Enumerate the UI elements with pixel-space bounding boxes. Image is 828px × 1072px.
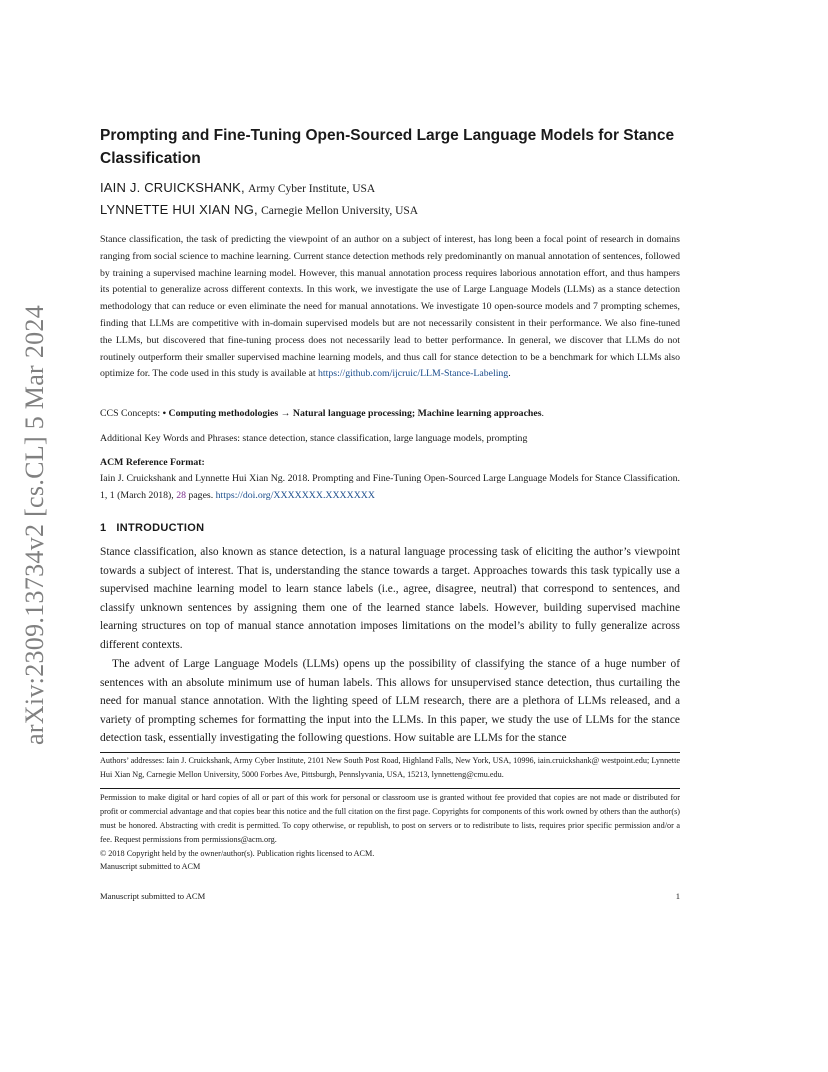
ccs-label: CCS Concepts: — [100, 408, 163, 419]
ccs-concept-list: Computing methodologies → Natural language processing; Machine learning approaches — [168, 408, 542, 419]
author-affiliation: Army Cyber Institute, USA — [248, 183, 376, 195]
intro-paragraph-2: The advent of Large Language Models (LLMs) opens up the possibility of classifying the stance of a huge number of sentences with an absolute minimum use of human labels. This allows for unsupervised stance detection, thus curtailing the need for manual stance annotation. With the lighting speed of LLM research, there are a plethora of LLMs released, and a variety of prompting schemes for formatting the input into the LLMs. In this paper, we study the use of LLMs for the stance detection task, essentially investigating the following questions. How suitable are LLMs for the stance — [100, 658, 680, 745]
copyright-notice: © 2018 Copyright held by the owner/author(s). Publication rights licensed to ACM. — [100, 849, 375, 858]
manuscript-note: Manuscript submitted to ACM — [100, 862, 201, 871]
reference-format-heading: ACM Reference Format: — [100, 457, 205, 468]
section-title: INTRODUCTION — [116, 522, 205, 534]
author-name: IAIN J. CRUICKSHANK, — [100, 180, 245, 195]
reference-text: Iain J. Cruickshank and Lynnette Hui Xian Ng. 2018. Prompting and Fine-Tuning Open-Sourced Large Language Models for Stance Classification. 1, 1 (March 2018), — [100, 473, 680, 501]
arxiv-side-stamp — [12, 290, 58, 760]
running-footer: Manuscript submitted to ACM — [100, 891, 206, 901]
arxiv-identifier: arXiv:2309.13734v2 [cs.CL] 5 Mar 2024 — [20, 304, 50, 746]
code-repository-link[interactable]: https://github.com/ijcruic/LLM-Stance-Labeling — [318, 368, 509, 380]
reference-pages-suffix: pages. — [185, 489, 216, 501]
abstract-text: Stance classification, the task of predicting the viewpoint of an author on a subject of interest, has long been a focal point of research in domains ranging from social science to machine learning. Current stance detection methods rely predominantly on manual annotation of sentences, followed by training a supervised machine learning model. However, this manual annotation process requires laborious annotation effort, and thus hampers its potential to generalize across different contexts. In this work, we investigate the use of Large Language Models (LLMs) as a stance detection methodology that can reduce or even eliminate the need for manual annotations. We investigate 10 open-source models and 7 prompting schemes, finding that LLMs are competitive with in-domain supervised models but are not necessarily consistent in their performance. We also fine-tuned the LLMs, but discovered that fine-tuning process does not necessarily lead to better performance. In general, we discover that LLMs do not routinely outperform their smaller supervised machine learning models, and thus call for stance detection to be a benchmark for which LLMs also optimize for. The code used in this study is available at — [100, 234, 680, 380]
permission-notice: Permission to make digital or hard copies of all or part of this work for personal or classroom use is granted without fee provided that copies are not made or distributed for profit or commercial advantage and that copies bear this notice and the full citation on the first page. Copyrights for components of this work owned by others than the author(s) must be honored. Abstracting with credit is permitted. To copy otherwise, or republish, to post on servers or to redistribute to lists, requires prior specific permission and/or a fee. Request permissions from permissions@acm.org. — [100, 793, 680, 844]
keywords: Additional Key Words and Phrases: stance detection, stance classification, large language models, prompting — [100, 433, 528, 444]
footnote-divider — [100, 752, 680, 753]
permission-divider — [100, 788, 680, 789]
ccs-end: . — [541, 408, 544, 419]
page-count-link[interactable]: 28 — [176, 489, 186, 501]
author-name: LYNNETTE HUI XIAN NG, — [100, 202, 258, 217]
intro-paragraph-1: Stance classification, also known as stance detection, is a natural language processing task of eliciting the author’s viewpoint towards a subject of interest. That is, understanding the stance towards a target. Approaches towards this task typically use a supervised machine learning model to learn stance labels (i.e., agree, disagree, neutral) that correspond to sentences, and classify unknown sentences by assigning them one of the learned stance labels. However, building supervised machine learning structures on top of manual stance annotation imposes limitations on the model’s ability to fully generalize across different contexts. — [100, 546, 680, 651]
section-heading — [100, 522, 204, 534]
ccs-concepts — [100, 406, 680, 423]
author-addresses-footnote: Authors’ addresses: Iain J. Cruickshank, Army Cyber Institute, 2101 New South Post Road, Highland Falls, New York, USA, 10996, iain.cruickshank@ westpoint.edu; Lynnette Hui Xian Ng, Carnegie Mellon University, 5000 Forbes Ave, Pittsburgh, Pennslyvania, USA, 15213, lynnetteng@cmu.edu. — [100, 756, 680, 779]
page-number: 1 — [675, 891, 680, 901]
doi-link[interactable]: https://doi.org/XXXXXXX.XXXXXXX — [215, 489, 375, 501]
author-line-2 — [100, 202, 418, 218]
author-line-1 — [100, 180, 375, 196]
section-number: 1 — [100, 522, 107, 534]
reference-format — [100, 471, 680, 504]
paper-title: Prompting and Fine-Tuning Open-Sourced Large Language Models for Stance Classification — [100, 127, 675, 167]
abstract-end: . — [508, 368, 511, 380]
ccs-bullet: • — [162, 408, 169, 419]
abstract — [100, 232, 680, 383]
author-affiliation: Carnegie Mellon University, USA — [261, 205, 419, 217]
